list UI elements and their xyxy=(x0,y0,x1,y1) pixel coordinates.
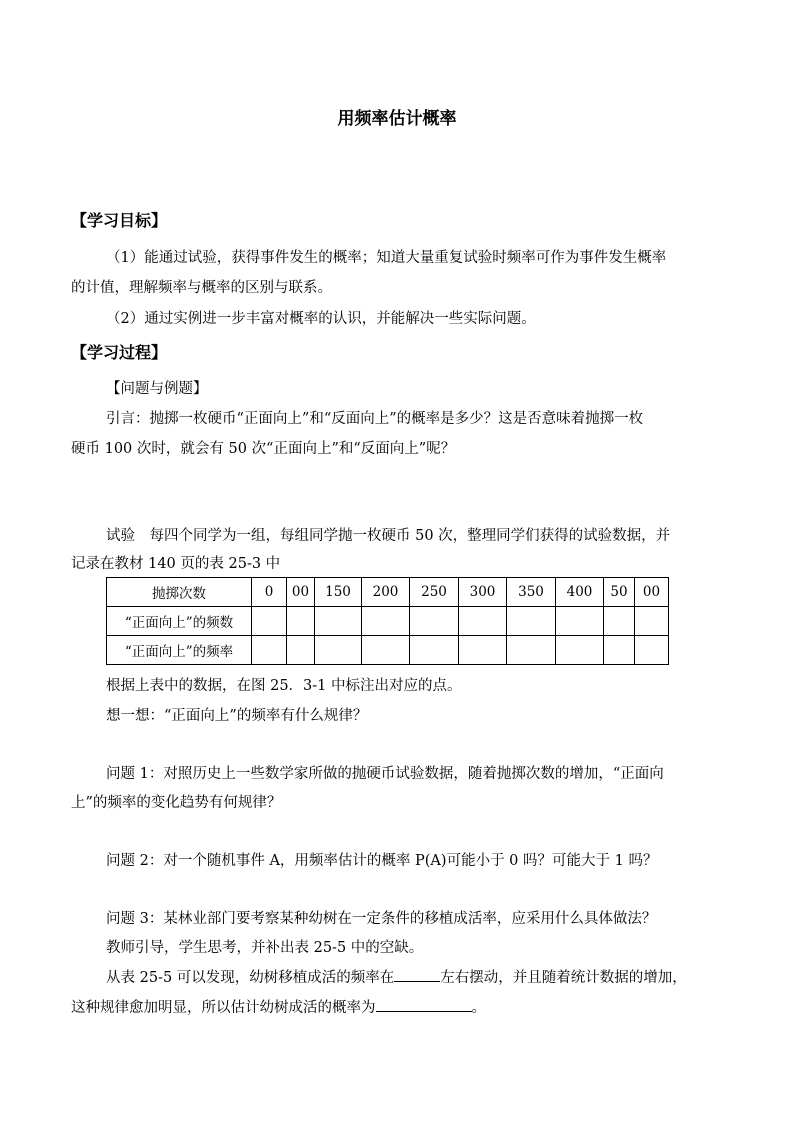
table-header-cell: 0 xyxy=(252,578,287,607)
table-cell xyxy=(635,636,669,665)
table-cell xyxy=(459,636,507,665)
table-header-cell: 250 xyxy=(410,578,459,607)
fill-text-a: 从表 25-5 可以发现，幼树移植成活的频率在 xyxy=(106,970,395,986)
goal-1-line-1: （1）能通过试验，获得事件发生的概率；知道大量重复试验时频率可作为事件发生概率 xyxy=(106,250,667,266)
question-1-line-1: 问题 1：对照历史上一些数学家所做的抛硬币试验数据，随着抛掷次数的增加，“正面向 xyxy=(106,766,664,782)
table-cell xyxy=(507,607,556,636)
table-header-cell: 00 xyxy=(287,578,315,607)
table-header-cell: 150 xyxy=(315,578,362,607)
goals-heading: 【学习目标】 xyxy=(71,211,168,230)
table-header-cell: 350 xyxy=(507,578,556,607)
table-header-cell: 抛掷次数 xyxy=(107,578,252,607)
table-header-cell: 400 xyxy=(556,578,604,607)
table-header-cell: 00 xyxy=(635,578,669,607)
intro-line-1: 引言：抛掷一枚硬币“正面向上”和“反面向上”的概率是多少？这是否意味着抛掷一枚 xyxy=(106,411,644,427)
questions-subheading: 【问题与例题】 xyxy=(106,381,208,397)
fill-text-b: 左右摆动，并且随着统计数据的增加， xyxy=(440,970,687,986)
table-row-label: “正面向上”的频率 xyxy=(107,636,252,665)
goal-2: （2）通过实例进一步丰富对概率的认识，并能解决一些实际问题。 xyxy=(106,311,536,327)
goal-1-line-2: 的计值，理解频率与概率的区别与联系。 xyxy=(71,280,332,296)
table-cell xyxy=(604,607,635,636)
answer-blank-2[interactable] xyxy=(376,997,472,1012)
table-cell xyxy=(410,607,459,636)
fill-text-d: 。 xyxy=(471,1000,486,1016)
experiment-line-2: 记录在教材 140 页的表 25-3 中 xyxy=(71,556,281,572)
table-cell xyxy=(362,607,410,636)
table-header-cell: 50 xyxy=(604,578,635,607)
teacher-guidance: 教师引导，学生思考，并补出表 25-5 中的空缺。 xyxy=(106,940,424,956)
frequency-table xyxy=(106,577,669,665)
intro-line-2: 硬币 100 次时，就会有 50 次“正面向上”和“反面向上”呢？ xyxy=(71,441,456,457)
table-cell xyxy=(635,607,669,636)
table-cell xyxy=(604,636,635,665)
question-2: 问题 2：对一个随机事件 A，用频率估计的概率 P(A)可能小于 0 吗？可能大于 1 吗？ xyxy=(106,853,658,869)
table-cell xyxy=(252,607,287,636)
table-header-cell: 200 xyxy=(362,578,410,607)
table-row xyxy=(107,636,669,665)
table-cell xyxy=(507,636,556,665)
table-cell xyxy=(556,607,604,636)
table-row-label: “正面向上”的频数 xyxy=(107,607,252,636)
table-header-row xyxy=(107,578,669,607)
fill-line-2 xyxy=(71,997,486,1018)
think-prompt: 想一想：“正面向上”的频率有什么规律？ xyxy=(106,708,368,724)
question-1-line-2: 上”的频率的变化趋势有何规律？ xyxy=(71,795,282,811)
table-cell xyxy=(287,607,315,636)
page-title: 用频率估计概率 xyxy=(337,109,457,129)
table-cell xyxy=(315,636,362,665)
table-cell xyxy=(287,636,315,665)
table-cell xyxy=(252,636,287,665)
fill-line-1 xyxy=(106,967,687,988)
fill-text-c: 这种规律愈加明显，所以估计幼树成活的概率为 xyxy=(71,1000,376,1016)
table-cell xyxy=(362,636,410,665)
answer-blank-1[interactable] xyxy=(394,967,440,982)
experiment-line-1: 试验 每四个同学为一组，每组同学抛一枚硬币 50 次，整理同学们获得的试验数据，并 xyxy=(106,528,671,544)
table-row xyxy=(107,607,669,636)
process-heading: 【学习过程】 xyxy=(71,343,168,362)
table-cell xyxy=(410,636,459,665)
table-cell xyxy=(315,607,362,636)
table-cell xyxy=(459,607,507,636)
table-header-cell: 300 xyxy=(459,578,507,607)
question-3: 问题 3：某林业部门要考察某种幼树在一定条件的移植成活率，应采用什么具体做法？ xyxy=(106,911,657,927)
table-cell xyxy=(556,636,604,665)
after-table-note: 根据上表中的数据，在图 25．3-1 中标注出对应的点。 xyxy=(106,678,462,694)
